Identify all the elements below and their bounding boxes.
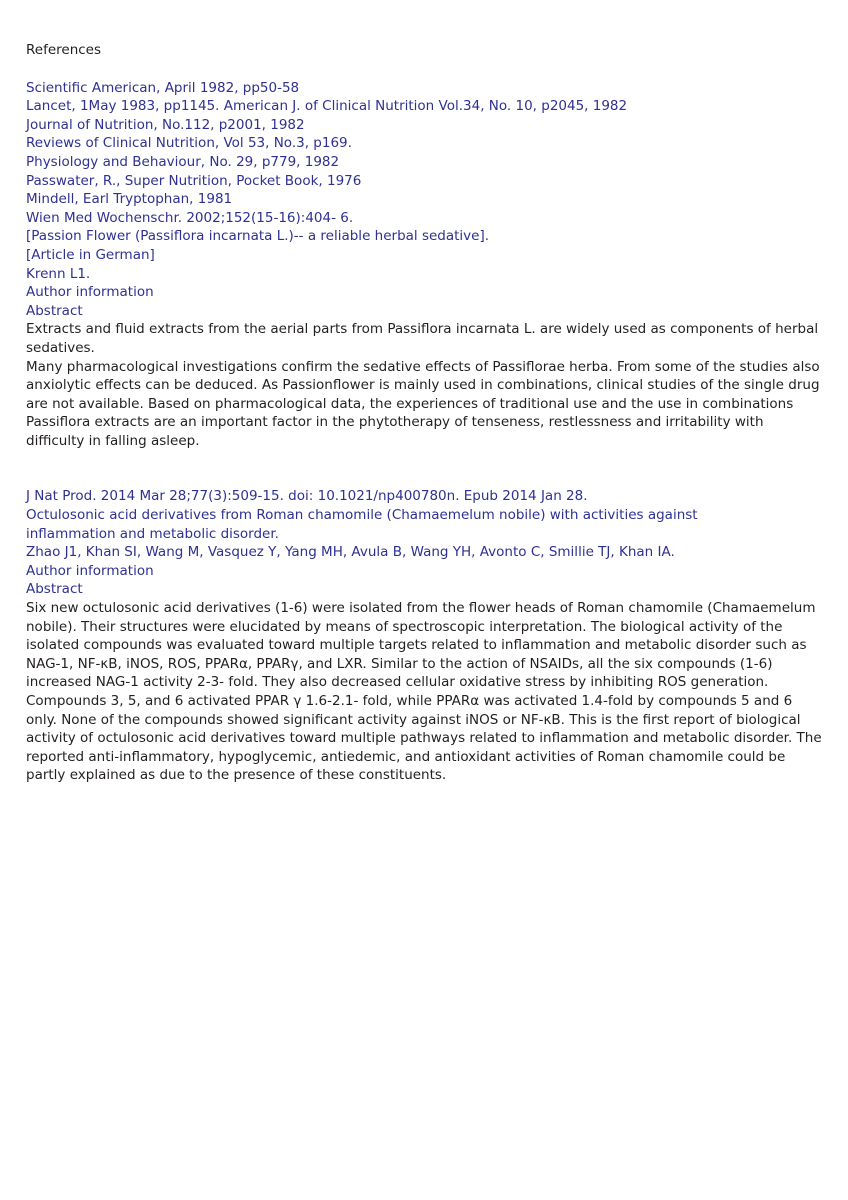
- article-title[interactable]: [Passion Flower (Passiflora incarnata L.)-- a reliable herbal sedative].: [26, 228, 490, 245]
- article-passiflora: [26, 209, 826, 451]
- reference-item[interactable]: Passwater, R., Super Nutrition, Pocket Book, 1976: [26, 172, 362, 189]
- abstract-paragraph: Extracts and fluid extracts from the aerial parts from Passiflora incarnata L. are widely used as components of herbal sedatives.: [26, 321, 819, 356]
- reference-item[interactable]: Journal of Nutrition, No.112, p2001, 1982: [26, 116, 305, 133]
- reference-list: [26, 79, 826, 785]
- abstract-paragraph: Six new octulosonic acid derivatives (1-6) were isolated from the flower heads of Roman chamomile (Chamaemelum nobile). Their structures were elucidated by means of spectroscopic interpretation. The biological activity of the isolated compounds was evaluated toward multiple targets related to inflammation and metabolic disorder such as NAG-1, NF-κB, iNOS, ROS, PPARα, PPARγ, and LXR. Similar to the action of NSAIDs, all the six compounds (1-6) increased NAG-1 activity 2-3- fold. They also decreased cellular oxidative stress by inhibiting ROS generation. Compounds 3, 5, and 6 activated PPAR γ 1.6-2.1- fold, while PPARα was activated 1.4-fold by compounds 5 and 6 only. None of the compounds showed significant activity against iNOS or NF-κB. This is the first report of biological activity of octulosonic acid derivatives toward multiple pathways related to inflammation and metabolic disorder. The reported anti-inflammatory, hypoglycemic, antiedemic, and antioxidant activities of Roman chamomile could be partly explained as due to the presence of these constituents.: [26, 600, 822, 784]
- article-authors[interactable]: Krenn L1.: [26, 265, 91, 282]
- article-authors[interactable]: Zhao J1, Khan SI, Wang M, Vasquez Y, Yang MH, Avula B, Wang YH, Avonto C, Smillie TJ, Khan IA.: [26, 544, 675, 561]
- reference-item[interactable]: Lancet, 1May 1983, pp1145. American J. of Clinical Nutrition Vol.34, No. 10, p2045, 1982: [26, 98, 628, 115]
- abstract-paragraph: Many pharmacological investigations confirm the sedative effects of Passiflorae herba. From some of the studies also anxiolytic effects can be deduced. As Passionflower is mainly used in combinations, clinical studies of the single drug are not available. Based on pharmacological data, the experiences of traditional use and the use in combinations Passiflora extracts are an important factor in the phytotherapy of tenseness, restlessness and irritability with difficulty in falling asleep.: [26, 358, 820, 449]
- author-information-link[interactable]: Author information: [26, 284, 154, 301]
- article-citation[interactable]: Wien Med Wochenschr. 2002;152(15-16):404- 6.: [26, 209, 354, 226]
- article-language-note[interactable]: [Article in German]: [26, 246, 155, 263]
- document-page: [26, 41, 826, 785]
- abstract-label[interactable]: Abstract: [26, 581, 83, 598]
- abstract-label[interactable]: Abstract: [26, 302, 83, 319]
- reference-item[interactable]: Reviews of Clinical Nutrition, Vol 53, No.3, p169.: [26, 135, 352, 152]
- author-information-link[interactable]: Author information: [26, 562, 154, 579]
- reference-item[interactable]: Mindell, Earl Tryptophan, 1981: [26, 191, 233, 208]
- reference-item[interactable]: Scientific American, April 1982, pp50-58: [26, 79, 300, 96]
- article-citation[interactable]: J Nat Prod. 2014 Mar 28;77(3):509-15. doi: 10.1021/np400780n. Epub 2014 Jan 28.: [26, 488, 588, 505]
- article-title[interactable]: inflammation and metabolic disorder.: [26, 525, 279, 542]
- spacer: [26, 450, 826, 487]
- reference-item[interactable]: Physiology and Behaviour, No. 29, p779, 1982: [26, 153, 340, 170]
- article-chamomile: [26, 487, 826, 785]
- references-heading: References: [26, 42, 102, 58]
- article-title[interactable]: Octulosonic acid derivatives from Roman chamomile (Chamaemelum nobile) with activities against: [26, 507, 698, 524]
